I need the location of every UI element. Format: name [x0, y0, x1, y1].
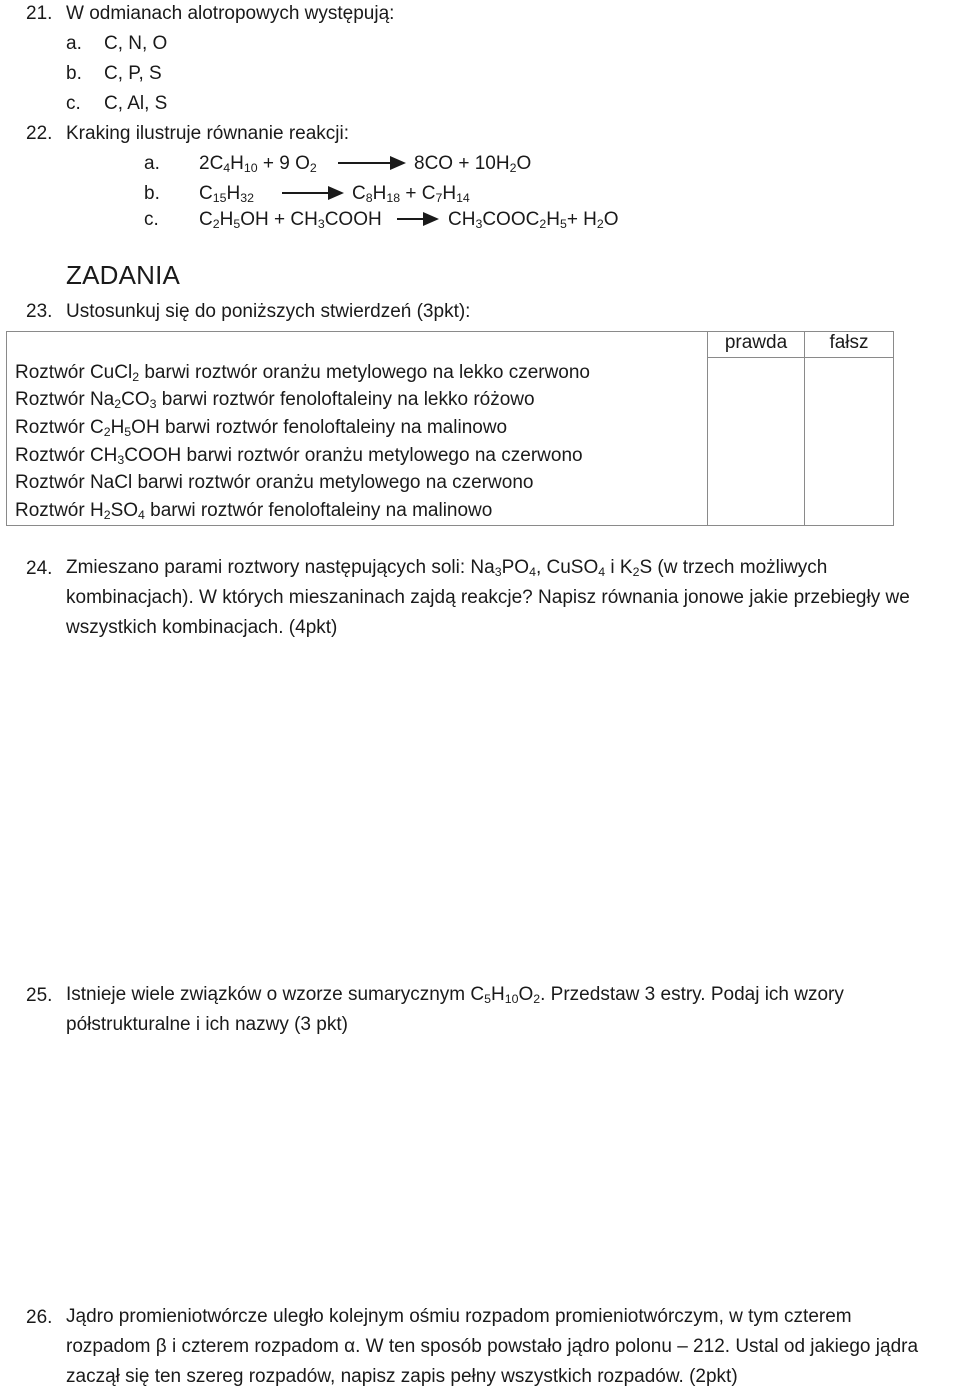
question-26-number: 26.	[26, 1307, 53, 1328]
question-23-text: Ustosunkuj się do poniższych stwierdzeń (3pkt):	[66, 301, 471, 322]
equation-products: $CH_3COOC_2H_5+ H_2O$	[448, 209, 619, 232]
question-25-text	[66, 980, 844, 1040]
text-line: wszystkich kombinacjach. (4pkt)	[66, 617, 338, 638]
header-blank-cell	[7, 332, 708, 358]
question-21-number: 21.	[26, 3, 53, 24]
option-letter: a.	[144, 153, 160, 174]
answer-true-cell[interactable]	[708, 358, 805, 526]
option-text: C, P, S	[104, 63, 162, 84]
equation-reactants: $C_2H_5OH$ + $CH_3COOH$	[199, 209, 382, 232]
text-line: Jądro promieniotwórcze uległo kolejnym ośmiu rozpadom promieniotwórczym, w tym czterem	[66, 1306, 852, 1327]
question-24-text	[66, 553, 910, 643]
option-text: C, N, O	[104, 33, 168, 54]
equation-reactants: $C_{15}H_{32}$	[199, 183, 254, 206]
question-26-text	[66, 1302, 918, 1392]
question-24-number: 24.	[26, 558, 53, 579]
text-line: rozpadom β i czterem rozpadom α. W ten sposób powstało jądro polonu – 212. Ustal od jakiego jądra	[66, 1336, 919, 1357]
statement-row: Roztwór CuCl$_2$ barwi roztwór oranżu metylowego na lekko czerwono	[15, 361, 591, 384]
question-23-number: 23.	[26, 301, 53, 322]
text-line: półstrukturalne i ich nazwy (3 pkt)	[66, 1014, 348, 1035]
section-title: ZADANIA	[66, 260, 181, 290]
option-letter: c.	[66, 93, 81, 114]
option-text: C, Al, S	[104, 93, 168, 114]
answer-false-cell[interactable]	[805, 358, 894, 526]
true-false-table	[6, 331, 894, 526]
text-line: zaczął się ten szereg rozpadów, napisz zapis pełny wszystkich rozpadów. (2pkt)	[66, 1366, 738, 1387]
statement-row: Roztwór $CH_3COOH$ barwi roztwór oranżu metylowego na czerwono	[15, 444, 583, 467]
statement-row: Roztwór $Na_2CO_3$ barwi roztwór fenoloftaleiny na lekko różowo	[15, 389, 535, 412]
reaction-arrow-icon	[282, 184, 344, 202]
column-header-false	[805, 332, 894, 358]
column-header-true-label: prawda	[724, 332, 788, 353]
column-header-false-label: fałsz	[829, 332, 869, 353]
reaction-arrow-icon	[338, 154, 406, 172]
statement-row: Roztwór $C_2H_5OH$ barwi roztwór fenoloftaleiny na malinowo	[15, 416, 508, 439]
statement-row: Roztwór NaCl barwi roztwór oranżu metylowego na czerwono	[15, 472, 534, 494]
equation-reactants: $2C_4H_{10} + 9$ $O_2$	[199, 153, 317, 176]
option-letter: b.	[66, 63, 82, 84]
question-25-number: 25.	[26, 985, 53, 1006]
reaction-arrow-icon	[397, 210, 439, 228]
statement-row: Roztwór $H_2SO_4$ barwi roztwór fenoloftaleiny na malinowo	[15, 499, 493, 523]
question-22-text: Kraking ilustruje równanie reakcji:	[66, 123, 350, 144]
option-letter: c.	[144, 209, 159, 230]
text-line: Zmieszano parami roztwory następujących soli: $Na_3PO_4$, CuSO$_4$ i $K_2S$ (w trzech możliwych	[66, 557, 828, 580]
equation-products: $8CO + 10H_2O$	[414, 153, 532, 176]
question-21-text: W odmianach alotropowych występują:	[66, 3, 395, 24]
statements-cell	[7, 358, 708, 526]
equation-products: $C_8H_{18} + C_7H_{14}$	[352, 183, 470, 206]
column-header-true	[708, 332, 805, 358]
option-letter: a.	[66, 33, 82, 54]
text-line: kombinacjach). W których mieszaninach zajdą reakcje? Napisz równania jonowe jakie przebiegły we	[66, 587, 910, 608]
text-line: Istnieje wiele związków o wzorze sumarycznym $C_5H_{10}O_2$. Przedstaw 3 estry. Podaj ich wzory	[66, 984, 844, 1007]
option-letter: b.	[144, 183, 160, 204]
question-22-number: 22.	[26, 123, 53, 144]
